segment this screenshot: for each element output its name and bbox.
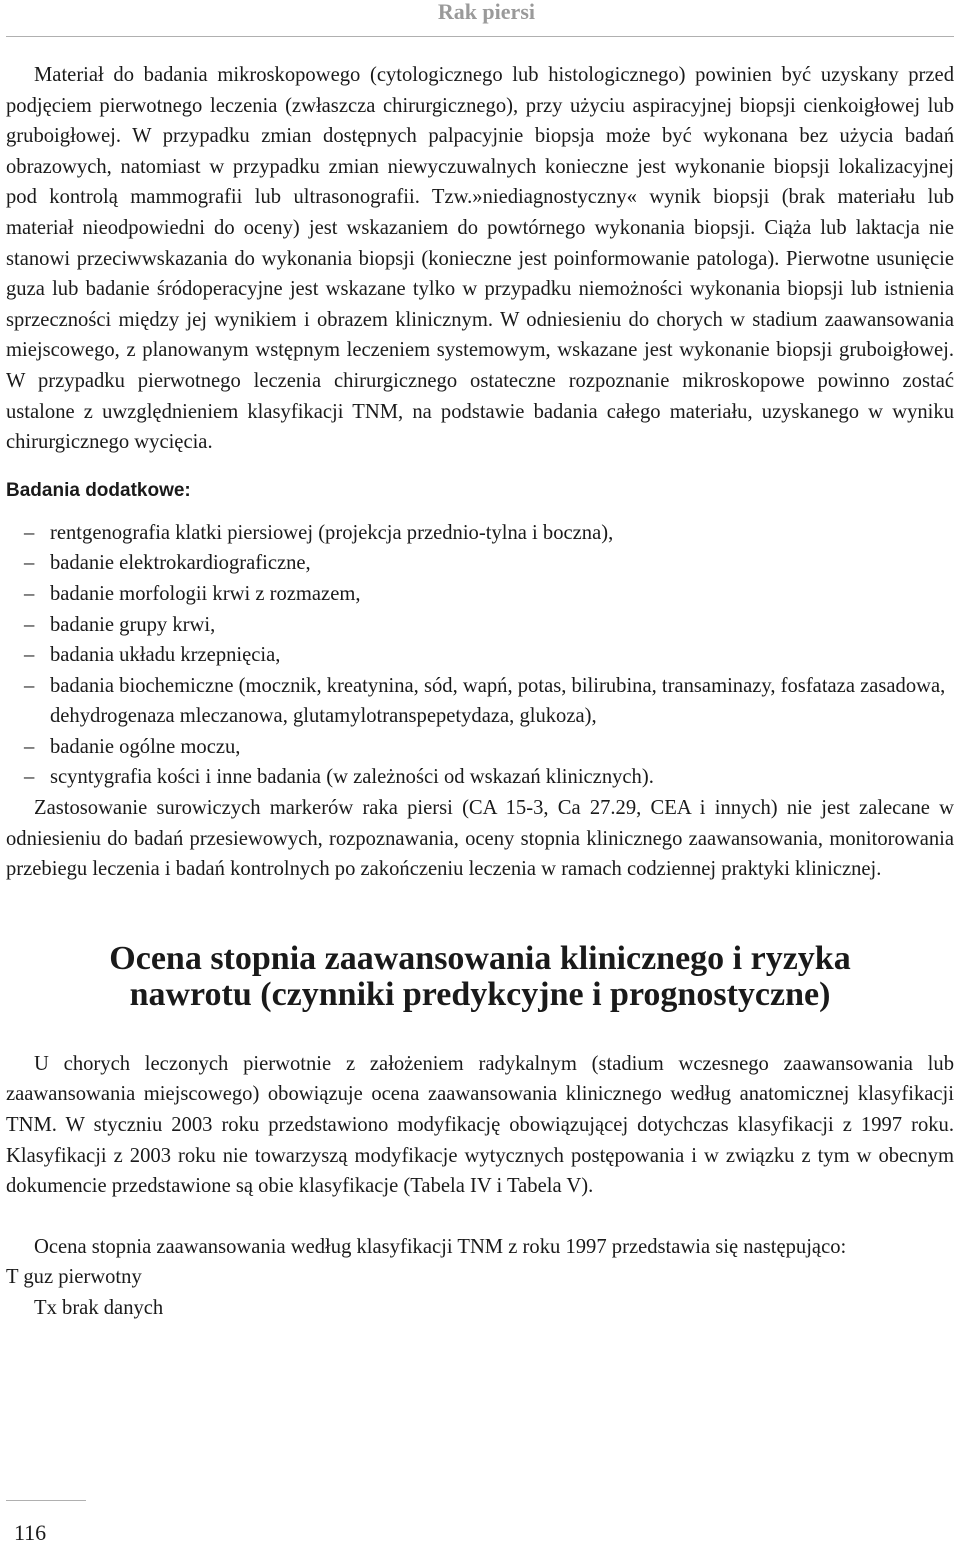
dash-bullet: – [24,735,35,758]
paragraph-tnm-1997: Ocena stopnia zaawansowania według klasyfikacji TNM z roku 1997 przedstawia się następująco: [34,1235,847,1258]
footer-rule [6,1500,86,1501]
paragraph-markers: Zastosowanie surowiczych markerów raka piersi (CA 15-3, Ca 27.29, CEA i innych) nie jest zalecane w odniesieniu do badań przesiewowych, rozpoznawania, oceny stopnia klinicznego zaawansowania, monitorowania przebiegu leczenia i badań kontrolnych po zakończeniu leczenia w ramach codziennej praktyki klinicznej. [6,797,954,881]
dash-bullet: – [24,674,35,697]
section-title-line-2: nawrotu (czynniki predykcyjne i prognostyczne) [129,975,831,1013]
dash-bullet: – [24,644,35,667]
list-item: – badanie ogólne moczu, [6,732,954,763]
tnm-t-line: T guz pierwotny [6,1266,142,1289]
list-item: – badanie morfologii krwi z rozmazem, [6,579,954,610]
list-item: – rentgenografia klatki piersiowej (projekcja przednio-tylna i boczna), [6,518,954,549]
dash-bullet: – [24,613,35,636]
list-item: – scyntygrafia kości i inne badania (w zależności od wskazań klinicznych). [6,762,954,793]
section-title [6,941,954,1013]
tnm-tx-line: Tx brak danych [34,1297,164,1319]
paragraph-gap [6,1202,954,1232]
paragraph-biopsy: Materiał do badania mikroskopowego (cytologicznego lub histologicznego) powinien być uzyskany przed podjęciem pierwotnego leczenia (zwłaszcza chirurgicznego), przy użyciu aspiracyjnej biopsji cienkoigłowej lub gruboigłowej. W przypadku zmian dostępnych palpacyjnie biopsja może być wykonana bez użycia badań obrazowych, natomiast w przypadku zmian niewyczuwalnych konieczne jest wykonanie biopsji lokalizacyjnej pod kontrolą mammografii lub ultrasonografii. Tzw.»niediagnostyczny« wynik biopsji (brak materiału lub materiał nieodpowiedni do oceny) jest wskazaniem do powtórnego wykonania biopsji. Ciąża lub laktacja nie stanowi przeciwwskazania do wykonania biopsji (konieczne jest poinformowanie patologa). Pierwotne usunięcie guza lub badanie śródoperacyjne jest wskazane tylko w przypadku niemożności wykonania biopsji lub istnienia sprzeczności między jej wynikiem i obrazem klinicznym. W odniesieniu do chorych w stadium zaawansowania miejscowego, z planowanym wstępnym leczeniem systemowym, wskazane jest wykonanie biopsji gruboigłowej. W przypadku pierwotnego leczenia chirurgicznego ostateczne rozpoznanie mikroskopowe powinno zostać ustalone z uwzględnieniem klasyfikacji TNM, na podstawie badania całego materiału, uzyskanego w wyniku chirurgicznego wycięcia. [6,64,954,454]
list-item: – badanie grupy krwi, [6,610,954,641]
paragraph-staging: U chorych leczonych pierwotnie z założeniem radykalnym (stadium wczesnego zaawansowania lub zaawansowania miejscowego) obowiązuje ocena zaawansowania klinicznego według anatomicznej klasyfikacji TNM. W styczniu 2003 roku przedstawiono modyfikację obowiązującej dotychczas klasyfikacji z 1997 roku. Klasyfikacji z 2003 roku nie towarzyszą modyfikacje wytycznych postępowania i w związku z tym w obecnym dokumencie przedstawione są obie klasyfikacje (Tabela IV i Tabela V). [6,1052,954,1198]
page-number: 116 [14,1520,47,1545]
page-body [6,60,954,1324]
dash-bullet: – [24,766,35,789]
list-item: – badania biochemiczne (mocznik, kreatynina, sód, wapń, potas, bilirubina, transaminazy, fosfataza zasadowa, dehydrogenaza mleczanowa, glutamylotranspepetydaza, glukoza), [6,671,954,732]
section-title-line-1: Ocena stopnia zaawansowania klinicznego i ryzyka [109,939,851,977]
dash-bullet: – [24,521,35,544]
list-item: – badanie elektrokardiograficzne, [6,548,954,579]
dash-bullet: – [24,552,35,575]
additional-tests-list [6,518,954,793]
header-rule [6,36,954,37]
running-title: Rak piersi [437,0,535,24]
additional-tests-heading: Badania dodatkowe: [6,479,191,501]
dash-bullet: – [24,582,35,605]
list-item: – badania układu krzepnięcia, [6,640,954,671]
